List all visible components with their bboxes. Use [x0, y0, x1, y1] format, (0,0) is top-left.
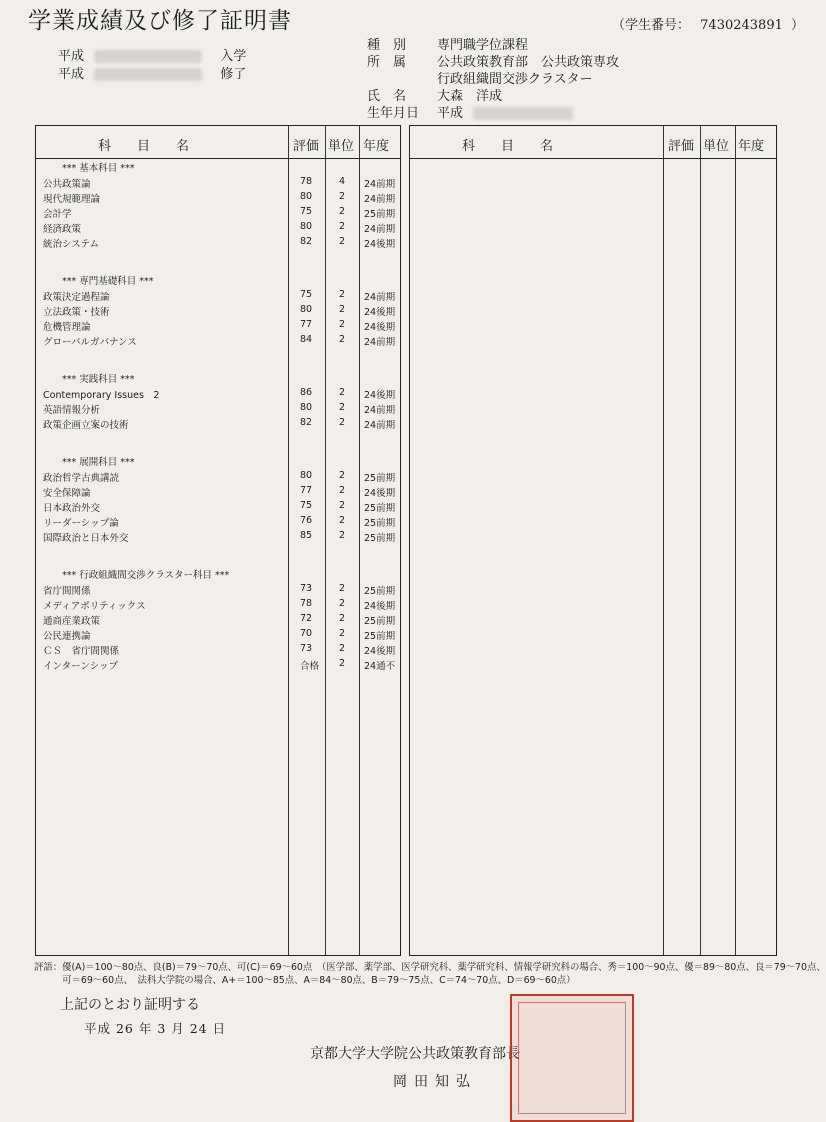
header-grade-right: 評価 — [668, 139, 695, 154]
course-name: 政策企画立案の技術 — [43, 420, 129, 431]
course-units: 2 — [339, 221, 346, 232]
course-year: 24前期 — [364, 405, 396, 416]
course-name: 現代規範理論 — [43, 194, 101, 205]
header-subject: 科 目 名 — [98, 139, 190, 154]
field-birth — [437, 102, 573, 121]
header-year-right: 年度 — [738, 139, 765, 154]
enroll-label: 入学 — [220, 49, 247, 64]
course-name: 省庁間関係 — [43, 586, 91, 597]
header-units: 単位 — [328, 139, 355, 154]
table-row — [36, 485, 400, 500]
legend-line-1: 評語：優(A)＝100～80点、良(B)＝79～70点、可(C)＝69～60点 （医学部、薬学部、医学研究科、薬学研究科、情報学研究科の場合、秀＝100～90点、優＝89～80点、良＝79～70点、 — [34, 962, 826, 973]
course-name: インターンシップ — [43, 661, 119, 672]
course-name: 経済政策 — [43, 224, 82, 235]
course-grade: 70 — [300, 628, 313, 639]
table-row — [36, 402, 400, 417]
course-units: 2 — [339, 319, 346, 330]
course-units: 2 — [339, 334, 346, 345]
course-units: 2 — [339, 289, 346, 300]
document-title: 学業成績及び修了証明書 — [28, 8, 292, 34]
field-affiliation-1: 公共政策教育部 公共政策専攻 — [437, 55, 620, 70]
table-row — [36, 191, 400, 206]
course-name: Contemporary Issues 2 — [43, 390, 160, 401]
course-name: 国際政治と日本外交 — [43, 533, 129, 544]
header-grade: 評価 — [293, 139, 320, 154]
field-affiliation-label: 所 属 — [367, 55, 407, 70]
course-units: 2 — [339, 191, 346, 202]
course-name: 公共政策論 — [43, 179, 91, 190]
enrollment-row — [58, 45, 246, 64]
field-birth-label: 生年月日 — [367, 106, 420, 121]
table-header-left — [36, 126, 400, 159]
course-year: 24後期 — [364, 646, 396, 657]
course-year: 24後期 — [364, 488, 396, 499]
category-heading: *** 実践科目 *** — [62, 374, 135, 385]
course-grade: 80 — [300, 221, 313, 232]
header-subject-right: 科 目 名 — [462, 139, 554, 154]
course-name: 政治哲学古典講読 — [43, 473, 120, 484]
category-heading: *** 基本科目 *** — [62, 163, 135, 174]
course-year: 24後期 — [364, 322, 396, 333]
course-grade: 75 — [300, 206, 313, 217]
course-year: 24前期 — [364, 179, 396, 190]
table-row — [36, 583, 400, 598]
course-grade: 76 — [300, 515, 313, 526]
complete-label: 修了 — [220, 67, 247, 82]
course-name: 立法政策・技術 — [43, 307, 110, 318]
course-grade: 85 — [300, 530, 313, 541]
redacted-birthdate — [473, 107, 573, 120]
table-row — [36, 500, 400, 515]
category-heading: *** 展開科目 *** — [62, 457, 135, 468]
course-grade: 80 — [300, 402, 313, 413]
field-kind: 専門職学位課程 — [437, 38, 529, 53]
birth-era: 平成 — [437, 106, 464, 121]
course-units: 2 — [339, 236, 346, 247]
course-name: 日本政治外交 — [43, 503, 101, 514]
header-units-right: 単位 — [703, 139, 730, 154]
course-grade: 84 — [300, 334, 313, 345]
course-units: 2 — [339, 500, 346, 511]
table-row — [36, 613, 400, 628]
course-year: 25前期 — [364, 518, 396, 529]
redacted-complete-date — [94, 68, 202, 81]
course-grade: 75 — [300, 289, 313, 300]
course-grade: 75 — [300, 500, 313, 511]
dean-name: 岡田知弘 — [393, 1074, 477, 1090]
table-row — [36, 334, 400, 349]
table-row — [36, 515, 400, 530]
course-grade: 73 — [300, 643, 313, 654]
course-units: 2 — [339, 658, 346, 669]
table-row — [36, 176, 400, 191]
course-grade: 合格 — [300, 661, 320, 672]
course-year: 24後期 — [364, 601, 396, 612]
course-units: 2 — [339, 485, 346, 496]
course-units: 4 — [339, 176, 346, 187]
table-row — [36, 417, 400, 432]
course-name: 安全保障論 — [43, 488, 91, 499]
course-year: 24通不 — [364, 661, 396, 672]
course-units: 2 — [339, 628, 346, 639]
course-grade: 80 — [300, 304, 313, 315]
course-grade: 77 — [300, 485, 313, 496]
certification-statement: 上記のとおり証明する — [60, 997, 200, 1013]
course-year: 24後期 — [364, 390, 396, 401]
course-name: 危機管理論 — [43, 322, 91, 333]
course-year: 24前期 — [364, 194, 396, 205]
course-year: 24前期 — [364, 420, 396, 431]
course-grade: 80 — [300, 191, 313, 202]
course-year: 25前期 — [364, 631, 396, 642]
category-heading: *** 専門基礎科目 *** — [62, 276, 154, 287]
table-row — [36, 206, 400, 221]
header-year: 年度 — [363, 139, 390, 154]
course-year: 24後期 — [364, 239, 396, 250]
course-year: 25前期 — [364, 209, 396, 220]
course-units: 2 — [339, 470, 346, 481]
course-name: 統治システム — [43, 239, 100, 250]
course-units: 2 — [339, 530, 346, 541]
course-units: 2 — [339, 598, 346, 609]
course-grade: 82 — [300, 417, 313, 428]
course-units: 2 — [339, 402, 346, 413]
course-units: 2 — [339, 206, 346, 217]
field-kind-label: 種 別 — [367, 38, 407, 53]
student-number-label: （学生番号： — [612, 18, 691, 33]
grades-table-left — [35, 125, 401, 956]
course-units: 2 — [339, 583, 346, 594]
table-row — [36, 289, 400, 304]
course-grade: 80 — [300, 470, 313, 481]
course-name: 政策決定過程論 — [43, 292, 110, 303]
table-row — [36, 221, 400, 236]
table-header-right — [410, 126, 776, 159]
course-year: 25前期 — [364, 503, 396, 514]
course-name: グローバルガバナンス — [43, 337, 137, 348]
course-year: 24前期 — [364, 337, 396, 348]
course-name: 通商産業政策 — [43, 616, 101, 627]
table-row — [36, 387, 400, 402]
grades-table-right — [409, 125, 777, 956]
field-name: 大森 洋成 — [437, 89, 503, 104]
table-row — [36, 628, 400, 643]
course-name: 英語情報分析 — [43, 405, 101, 416]
table-row — [36, 470, 400, 485]
course-units: 2 — [339, 304, 346, 315]
redacted-enroll-date — [94, 50, 202, 63]
course-name: 公民連携論 — [43, 631, 91, 642]
course-name: 会計学 — [43, 209, 72, 220]
table-row — [36, 598, 400, 613]
course-year: 25前期 — [364, 616, 396, 627]
course-name: メディアポリティックス — [43, 601, 146, 612]
table-row — [36, 530, 400, 545]
dean-title: 京都大学大学院公共政策教育部長 — [310, 1046, 520, 1062]
course-grade: 78 — [300, 176, 313, 187]
grading-legend — [34, 961, 826, 987]
course-year: 24前期 — [364, 224, 396, 235]
table-row — [36, 319, 400, 334]
field-affiliation-2: 行政組織間交渉クラスター — [437, 72, 593, 87]
course-units: 2 — [339, 387, 346, 398]
course-grade: 77 — [300, 319, 313, 330]
course-grade: 78 — [300, 598, 313, 609]
table-row — [36, 236, 400, 251]
course-year: 25前期 — [364, 586, 396, 597]
course-grade: 82 — [300, 236, 313, 247]
course-year: 24後期 — [364, 307, 396, 318]
enroll-era: 平成 — [58, 49, 85, 64]
student-number — [612, 14, 804, 33]
course-grade: 73 — [300, 583, 313, 594]
issue-date: 平成 26 年 3 月 24 日 — [84, 1021, 227, 1036]
official-seal — [510, 994, 634, 1122]
course-grade: 72 — [300, 613, 313, 624]
course-name: ＣＳ 省庁間関係 — [43, 646, 120, 657]
course-name: リーダーシップ論 — [43, 518, 119, 529]
course-units: 2 — [339, 515, 346, 526]
course-units: 2 — [339, 643, 346, 654]
course-year: 24前期 — [364, 292, 396, 303]
course-year: 25前期 — [364, 473, 396, 484]
field-name-label: 氏 名 — [367, 89, 407, 104]
table-row — [36, 304, 400, 319]
student-number-close: ） — [791, 18, 805, 33]
legend-line-2: 可＝69～60点、 法科大学院の場合、A+＝100～85点、A＝84～80点、B＝79～75点、C＝74～70点、D＝69～60点） — [34, 975, 576, 986]
table-row — [36, 658, 400, 673]
course-units: 2 — [339, 417, 346, 428]
course-units: 2 — [339, 613, 346, 624]
completion-row — [58, 63, 246, 82]
course-year: 25前期 — [364, 533, 396, 544]
student-number-value: 7430243891 — [700, 18, 783, 33]
complete-era: 平成 — [58, 67, 85, 82]
course-grade: 86 — [300, 387, 313, 398]
category-heading: *** 行政組織間交渉クラスター科目 *** — [62, 570, 230, 581]
table-row — [36, 643, 400, 658]
